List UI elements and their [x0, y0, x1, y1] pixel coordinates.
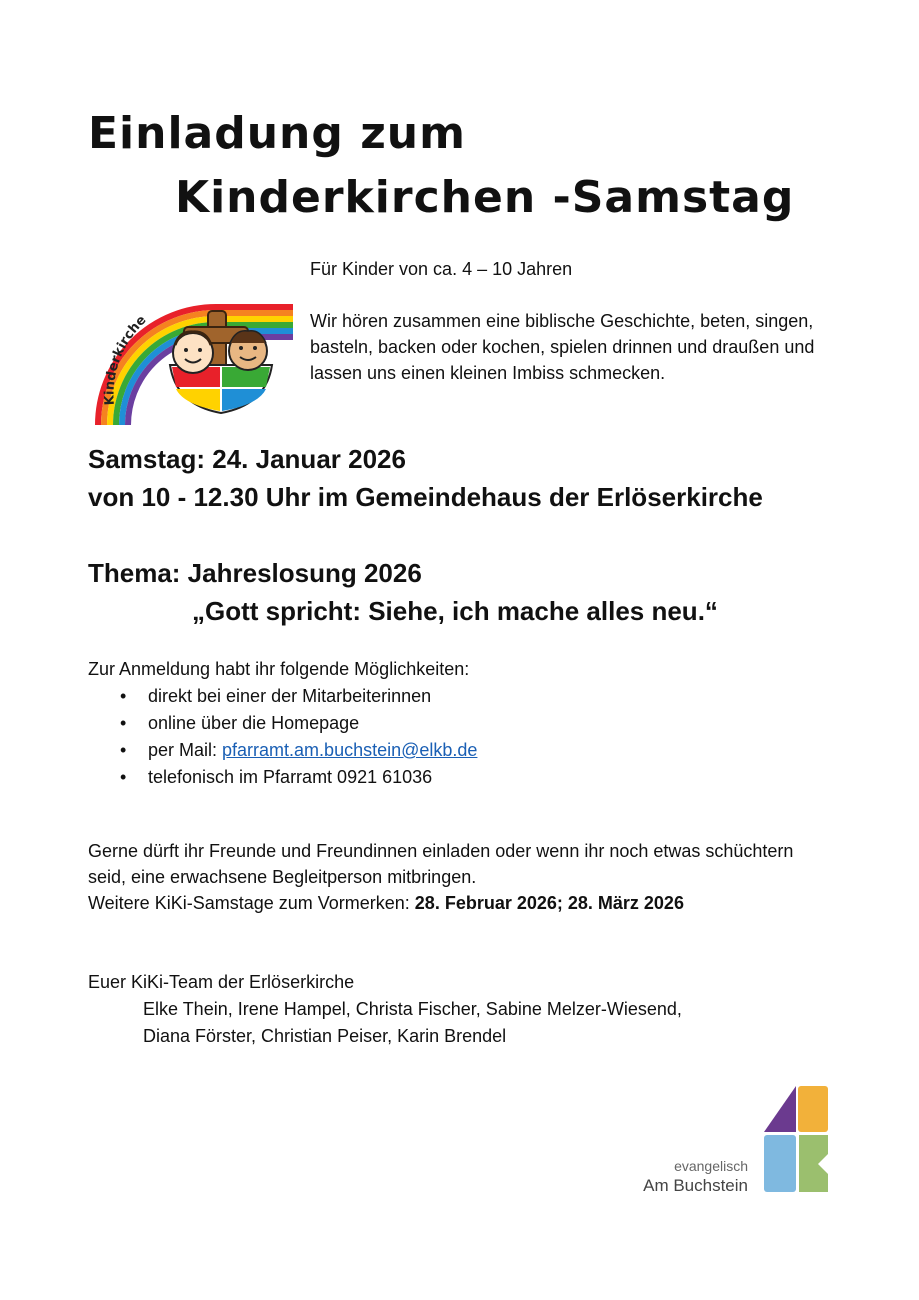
future-dates-label: Weitere KiKi-Samstage zum Vormerken:: [88, 893, 415, 913]
list-item: [88, 683, 477, 710]
program-description: Wir hören zusammen eine biblische Geschichte, beten, singen, basteln, backen oder kochen, spielen drinnen und draußen und lassen uns einen kleinen Imbiss schmecken.: [310, 311, 815, 383]
intro-section: [310, 256, 850, 412]
event-time-place: von 10 - 12.30 Uhr im Gemeindehaus der Erlöserkirche: [88, 482, 763, 512]
option-text: per Mail:: [148, 740, 223, 760]
team-label: Euer KiKi-Team der Erlöserkirche: [88, 972, 355, 992]
email-link[interactable]: pfarramt.am.buchstein@elkb.de: [222, 740, 478, 760]
team-names-line-2: Diana Förster, Christian Peiser, Karin Brendel: [143, 1026, 507, 1046]
list-item: [88, 710, 477, 737]
church-name: [600, 1158, 748, 1197]
theme-label: Thema: Jahreslosung 2026: [88, 558, 422, 588]
theme-quote: „Gott spricht: Siehe, ich mache alles neu.“: [192, 596, 718, 626]
list-item: [88, 764, 477, 791]
registration-section: [88, 656, 477, 791]
church-cross-logo: [762, 1084, 830, 1194]
bullet-icon: •: [120, 767, 127, 787]
option-text: telefonisch im Pfarramt 0921 61036: [148, 767, 433, 787]
list-item: [88, 737, 477, 764]
option-text: direkt bei einer der Mitarbeiterinnen: [148, 686, 432, 706]
age-range-text: Für Kinder von ca. 4 – 10 Jahren: [310, 259, 573, 279]
kinderkirche-arc-text: Kinderkirche: [102, 312, 150, 406]
future-dates: 28. Februar 2026; 28. März 2026: [414, 893, 684, 913]
registration-intro: Zur Anmeldung habt ihr folgende Möglichkeiten:: [88, 659, 470, 679]
kinderkirche-logo: [88, 255, 293, 430]
invite-text: Gerne dürft ihr Freunde und Freundinnen einladen oder wenn ihr noch etwas schüchtern seid, eine erwachsene Begleitperson mitbringen.: [88, 841, 794, 887]
event-date-section: [88, 440, 763, 516]
bullet-icon: •: [120, 740, 127, 760]
future-dates-line: [88, 890, 828, 916]
team-names-line-1: Elke Thein, Irene Hampel, Christa Fischer, Sabine Melzer-Wiesend,: [143, 999, 682, 1019]
bullet-icon: •: [120, 686, 127, 706]
title-line-2: Kinderkirchen -Samstag: [175, 172, 795, 223]
registration-options-list: [88, 683, 477, 791]
option-text: online über die Homepage: [148, 713, 360, 733]
theme-section: [88, 554, 718, 630]
church-location: Am Buchstein: [643, 1176, 748, 1195]
title-line-1: Einladung zum: [88, 108, 466, 159]
bullet-icon: •: [120, 713, 127, 733]
church-denomination: evangelisch: [674, 1158, 748, 1174]
invite-section: [88, 838, 828, 916]
event-date: Samstag: 24. Januar 2026: [88, 444, 406, 474]
team-section: [88, 969, 682, 1050]
